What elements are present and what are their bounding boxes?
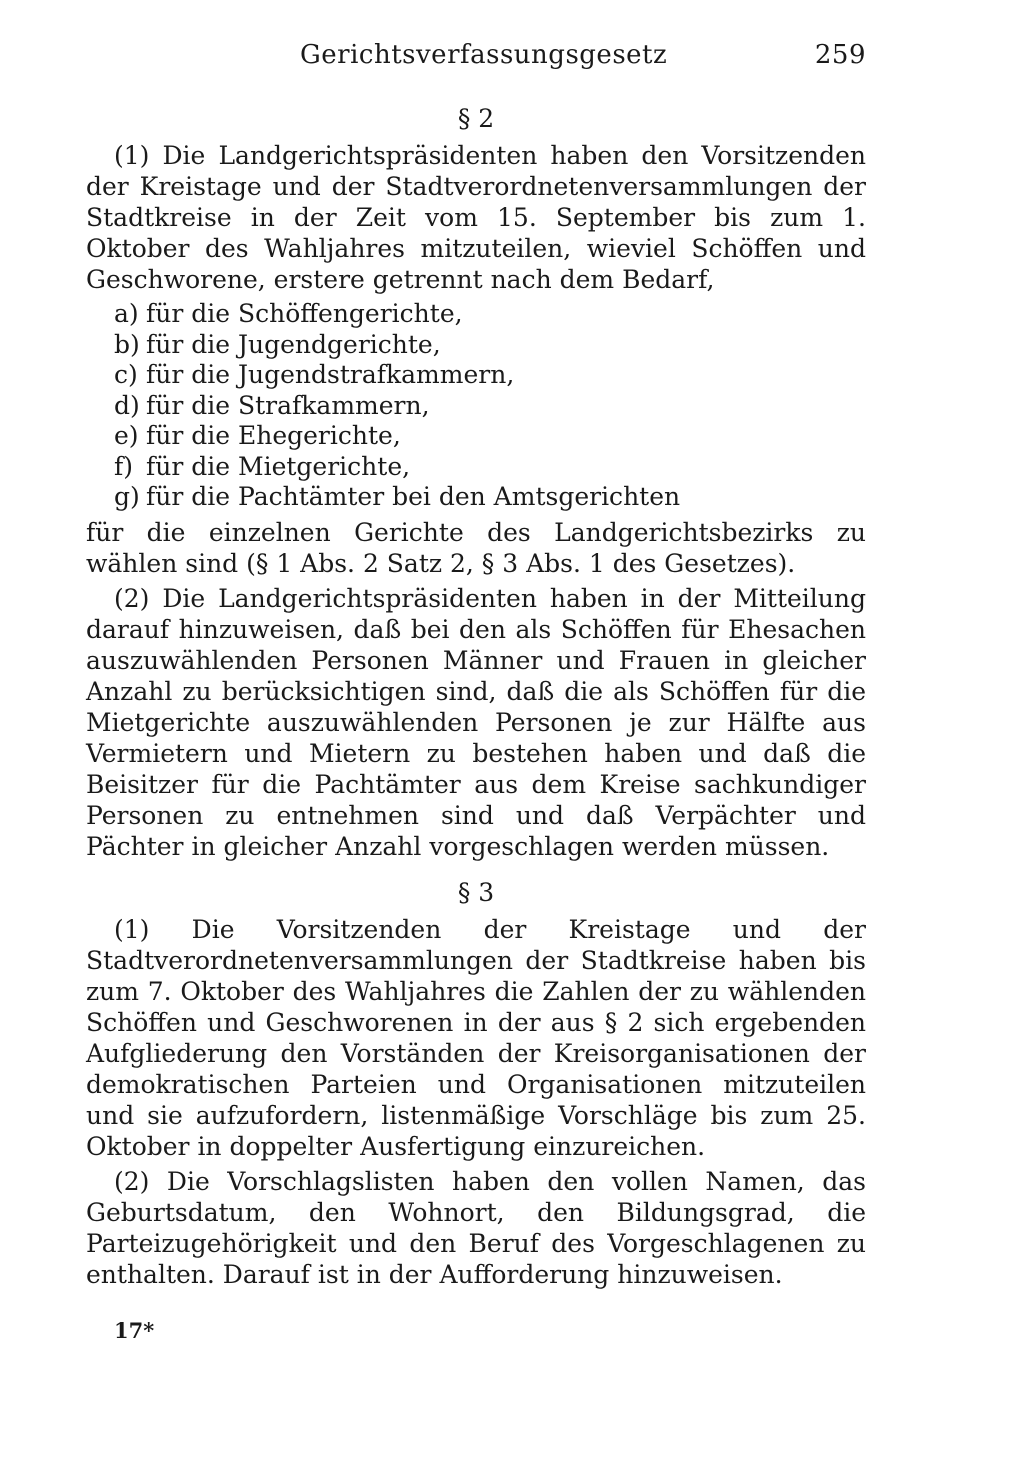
- section-heading: § 2: [457, 104, 495, 133]
- list-item-letter: d): [114, 390, 140, 420]
- paragraph-continuation: für die einzelnen Gerichte des Landgerichtsbezirks zu wählen sind (§ 1 Abs. 2 Satz 2, § 3 Abs. 1 des Gesetzes).: [86, 517, 866, 578]
- paragraph: (2) Die Landgerichtspräsidenten haben in der Mitteilung darauf hinzuweisen, daß bei den als Schöffen für Ehesachen auszuwählenden Personen Männer und Frauen in gleicher Anzahl zu berücksichtigen sind, daß die als Schöffen für die Mietgerichte auszuwählenden Personen je zur Hälfte aus Vermietern und Mietern zu bestehen haben und daß die Beisitzer für die Pachtämter aus dem Kreise sachkundiger Personen zu entnehmen sind und daß Verpächter und Pächter in gleicher Anzahl vorgeschlagen werden müssen.: [86, 583, 866, 861]
- page-number: 259: [814, 40, 866, 70]
- list-item: [114, 299, 866, 330]
- list-item-letter: g): [114, 482, 140, 511]
- list-item-text: für die Jugendgerichte,: [146, 329, 441, 359]
- list-item-letter: a): [114, 299, 139, 328]
- list-item-letter: e): [114, 421, 139, 450]
- list-item-text: für die Strafkammern,: [146, 390, 430, 420]
- section-3: [86, 876, 866, 1290]
- list-item: [114, 482, 866, 513]
- list-item-text: für die Mietgerichte,: [146, 451, 411, 481]
- list-item-text: für die Pachtämter bei den Amtsgerichten: [146, 482, 681, 511]
- section-heading: § 3: [457, 877, 495, 907]
- list-item-text: für die Jugendstrafkammern,: [146, 360, 515, 389]
- paragraph: (1) Die Landgerichtspräsidenten haben den Vorsitzenden der Kreistage und der Stadtverordnetenversammlungen der Stadtkreise in der Zeit vom 15. September bis zum 1. Oktober des Wahljahres mitzuteilen, wieviel Schöffen und Geschworene, erstere getrennt nach dem Bedarf,: [86, 141, 866, 294]
- list-item: [114, 360, 866, 391]
- list-item-text: für die Schöffengerichte,: [146, 299, 463, 328]
- list-item: [114, 421, 866, 452]
- running-title: Gerichtsverfassungsgesetz: [300, 40, 668, 70]
- paragraph: (2) Die Vorschlagslisten haben den vollen Namen, das Geburtsdatum, den Wohnort, den Bildungsgrad, die Parteizugehörigkeit und den Beruf des Vorgeschlagenen zu enthalten. Darauf ist in der Aufforderung hinzuweisen.: [86, 1166, 866, 1289]
- section-2: [86, 102, 866, 862]
- list-item: [114, 330, 866, 361]
- document-page: [86, 40, 866, 1430]
- page-header: [86, 40, 866, 76]
- list-item-letter: c): [114, 360, 138, 389]
- list-item-letter: f): [114, 451, 134, 481]
- list-item-letter: b): [114, 329, 140, 359]
- signature-mark: 17*: [114, 1318, 155, 1343]
- list-item-text: für die Ehegerichte,: [146, 421, 401, 450]
- list-item: [114, 391, 866, 422]
- list-item: [114, 452, 866, 483]
- paragraph: (1) Die Vorsitzenden der Kreistage und der Stadtverordnetenversammlungen der Stadtkreise haben bis zum 7. Oktober des Wahljahres die Zahlen der zu wählenden Schöffen und Geschworenen in der aus § 2 sich ergebenden Aufgliederung den Vorständen der Kreisorganisationen der demokratischen Parteien und Organisationen mitzuteilen und sie aufzufordern, listenmäßige Vorschläge bis zum 25. Oktober in doppelter Ausfertigung einzureichen.: [86, 914, 866, 1161]
- court-list: [86, 299, 866, 513]
